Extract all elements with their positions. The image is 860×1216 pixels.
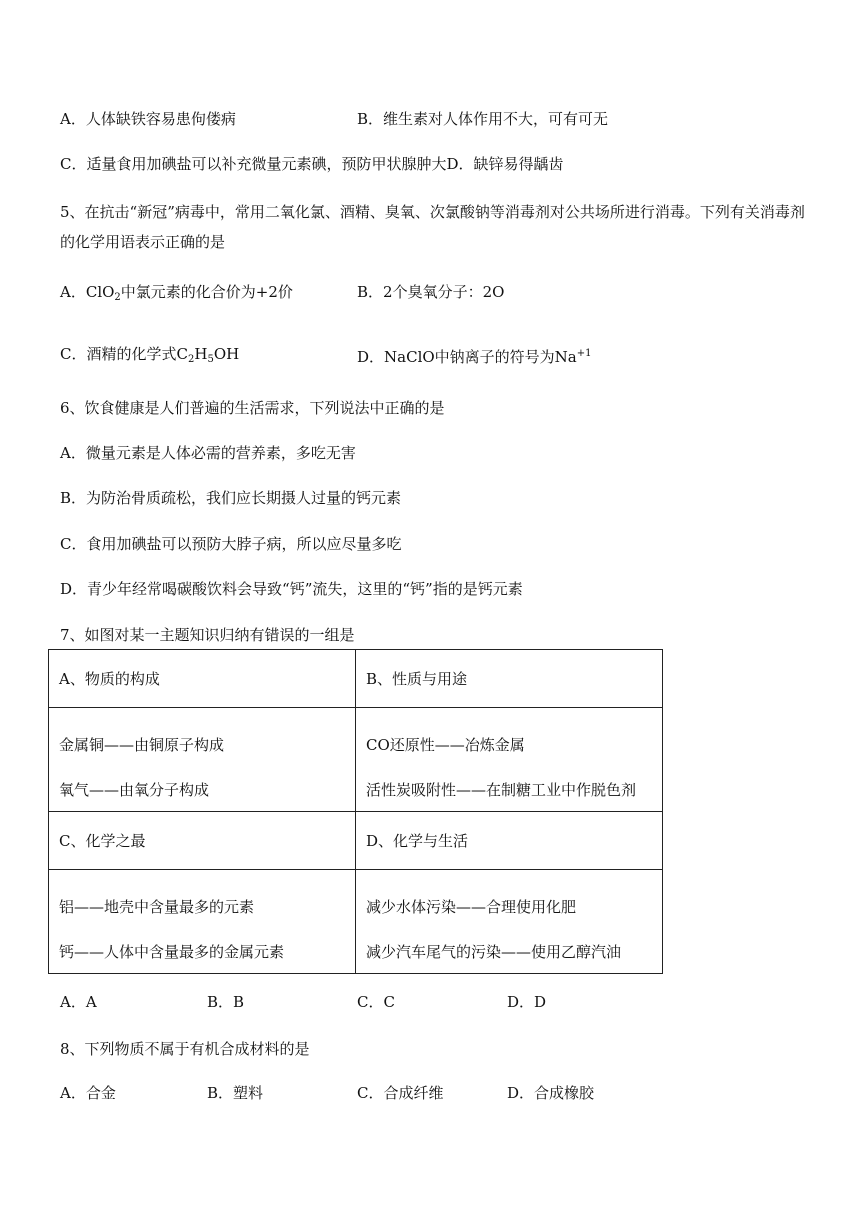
table-c-line-2: 钙——人体中含量最多的金属元素 [59, 943, 285, 961]
table-a-body [49, 708, 356, 812]
q5-option-c [60, 343, 239, 371]
q5-a-formula: ClO$_2$ [85, 283, 121, 303]
q5-a-suffix: 中氯元素的化合价为+2价 [120, 283, 293, 301]
q7-option-d: D．D [507, 993, 547, 1011]
q8-option-c: C．合成纤维 [357, 1084, 444, 1102]
q5-option-b: B．2个臭氧分子：2O [357, 283, 505, 301]
q8-option-b: B．塑料 [207, 1084, 264, 1102]
q6-option-b: B．为防治骨质疏松，我们应长期摄人过量的钙元素 [60, 489, 402, 507]
table-b-line-2: 活性炭吸附性——在制糖工业中作脱色剂 [366, 781, 637, 799]
q5-stem: 5、在抗击“新冠”病毒中，常用二氧化氯、酒精、臭氧、次氯酸钠等消毒剂对公共场所进行消毒。下列有关消毒剂的化学用语表示正确的是 [60, 203, 805, 251]
table-c-body [49, 870, 356, 974]
table-b-head: B、性质与用途 [356, 650, 663, 708]
q4-option-b: B．维生素对人体作用不大，可有可无 [357, 110, 609, 128]
q5-c-prefix: C．酒精的化学式 [60, 345, 177, 363]
table-d-line-2: 减少汽车尾气的污染——使用乙醇汽油 [366, 943, 622, 961]
table-d-line-1: 减少水体污染——合理使用化肥 [366, 898, 577, 916]
q5-d-ion: $Na^{+1}$ [554, 348, 592, 366]
q7-option-b: B．B [207, 993, 245, 1011]
q5-option-a [60, 281, 293, 309]
q7-option-a: A．A [60, 993, 97, 1011]
table-a-head: A、物质的构成 [49, 650, 356, 708]
q5-a-prefix: A． [60, 283, 86, 301]
q6-stem: 6、饮食健康是人们普遍的生活需求，下列说法中正确的是 [60, 399, 445, 417]
table-d-body [356, 870, 663, 974]
q4-option-a: A．人体缺铁容易患佝偻病 [60, 110, 236, 128]
table-d-head: D、化学与生活 [356, 812, 663, 870]
q6-option-c: C．食用加碘盐可以预防大脖子病，所以应尽量多吃 [60, 535, 402, 553]
knowledge-table [48, 649, 663, 974]
q5-c-formula: $C_2H_5OH$ [176, 345, 240, 365]
q8-option-d: D．合成橡胶 [507, 1084, 595, 1102]
q8-option-a: A．合金 [60, 1084, 116, 1102]
table-c-head: C、化学之最 [49, 812, 356, 870]
table-b-body [356, 708, 663, 812]
table-a-line-1: 金属铜——由铜原子构成 [59, 736, 225, 754]
q6-option-a: A．微量元素是人体必需的营养素，多吃无害 [60, 444, 356, 462]
table-b-line-1: CO还原性——冶炼金属 [366, 736, 525, 754]
q7-stem: 7、如图对某一主题知识归纳有错误的一组是 [60, 626, 355, 644]
q6-option-d: D．青少年经常喝碳酸饮料会导致“钙”流失，这里的“钙”指的是钙元素 [60, 580, 523, 598]
q7-option-c: C．C [357, 993, 395, 1011]
table-c-line-1: 铝——地壳中含量最多的元素 [59, 898, 255, 916]
q5-option-d [357, 343, 592, 368]
q5-d-prefix: D．NaClO中钠离子的符号为 [357, 348, 555, 366]
table-a-line-2: 氧气——由氧分子构成 [59, 781, 210, 799]
q4-option-cd: C．适量食用加碘盐可以补充微量元素碘，预防甲状腺肿大D．缺锌易得龋齿 [60, 155, 564, 173]
q8-stem: 8、下列物质不属于有机合成材料的是 [60, 1040, 310, 1058]
